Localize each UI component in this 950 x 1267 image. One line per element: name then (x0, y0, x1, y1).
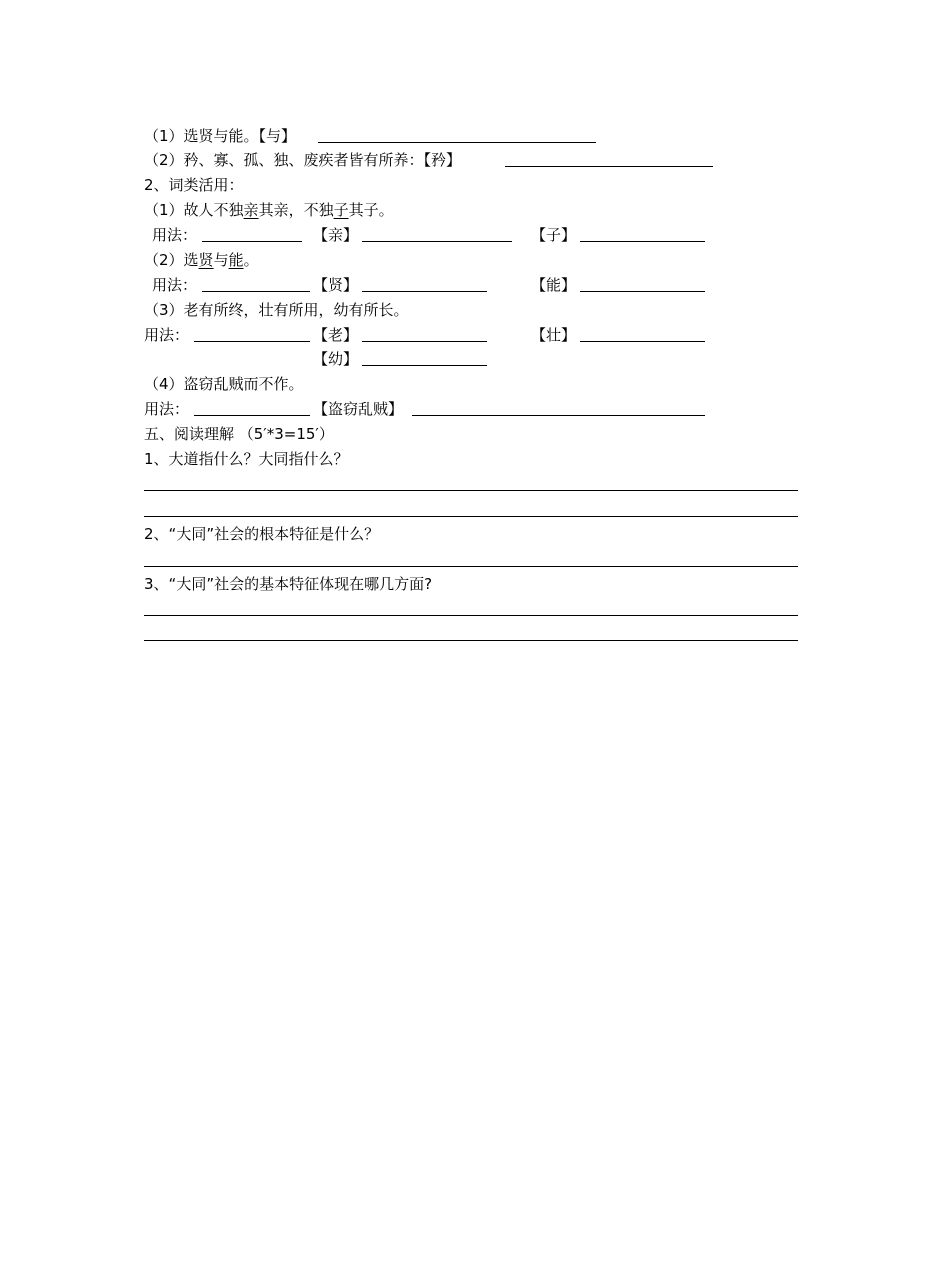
usage-label: 用法： (144, 326, 190, 344)
answer-blank[interactable] (318, 142, 596, 143)
keyword-label: 【幼】 (313, 350, 359, 368)
question-text: 1、大道指什么？大同指什么？ (144, 450, 349, 468)
answer-blank[interactable] (505, 166, 713, 167)
answer-blank[interactable] (580, 291, 705, 292)
question-text: 3、“大同”社会的基本特征体现在哪几方面? (144, 575, 433, 593)
usage-label: 用法： (152, 226, 198, 244)
underlined-word: 亲 (243, 201, 259, 219)
answer-blank[interactable] (362, 291, 487, 292)
vocab-item-2-text: （2）矜、寡、孤、独、废疾者皆有所养：【矜】 (144, 151, 462, 169)
answer-blank[interactable] (202, 241, 302, 242)
underlined-word: 贤 (198, 251, 214, 269)
answer-line[interactable] (144, 490, 798, 491)
underlined-word: 子 (333, 201, 349, 219)
heading-text: 五、阅读理解 （5′*3=15′） (144, 425, 334, 443)
answer-blank[interactable] (202, 291, 310, 292)
usage-label: 用法： (152, 276, 198, 294)
keyword-label: 【贤】 (313, 276, 359, 294)
answer-blank[interactable] (580, 341, 705, 342)
keyword-label: 【子】 (531, 226, 577, 244)
answer-line[interactable] (144, 516, 798, 517)
sentence-2-text: （2）选贤与能。 (144, 251, 259, 269)
answer-blank[interactable] (412, 415, 705, 416)
answer-blank[interactable] (194, 341, 310, 342)
answer-line[interactable] (144, 615, 798, 616)
heading-text: 2、词类活用： (144, 176, 244, 194)
keyword-label: 【盗窃乱贼】 (313, 400, 404, 418)
answer-blank[interactable] (362, 241, 512, 242)
vocab-item-1-text: （1）选贤与能。【与】 (144, 127, 297, 145)
answer-line[interactable] (144, 566, 798, 567)
sentence-1-text: （1）故人不独亲其亲，不独子其子。 (144, 201, 394, 219)
answer-blank[interactable] (362, 341, 487, 342)
answer-blank[interactable] (194, 415, 310, 416)
answer-blank[interactable] (580, 241, 705, 242)
answer-blank[interactable] (362, 365, 487, 366)
usage-label: 用法： (144, 400, 190, 418)
underlined-word: 能 (228, 251, 244, 269)
keyword-label: 【壮】 (531, 326, 577, 344)
keyword-label: 【能】 (531, 276, 577, 294)
question-text: 2、“大同”社会的根本特征是什么？ (144, 525, 380, 543)
keyword-label: 【亲】 (313, 226, 359, 244)
answer-line[interactable] (144, 640, 798, 641)
sentence-4-text: （4）盗窃乱贼而不作。 (144, 375, 304, 393)
keyword-label: 【老】 (313, 326, 359, 344)
sentence-3-text: （3）老有所终，壮有所用，幼有所长。 (144, 301, 409, 319)
